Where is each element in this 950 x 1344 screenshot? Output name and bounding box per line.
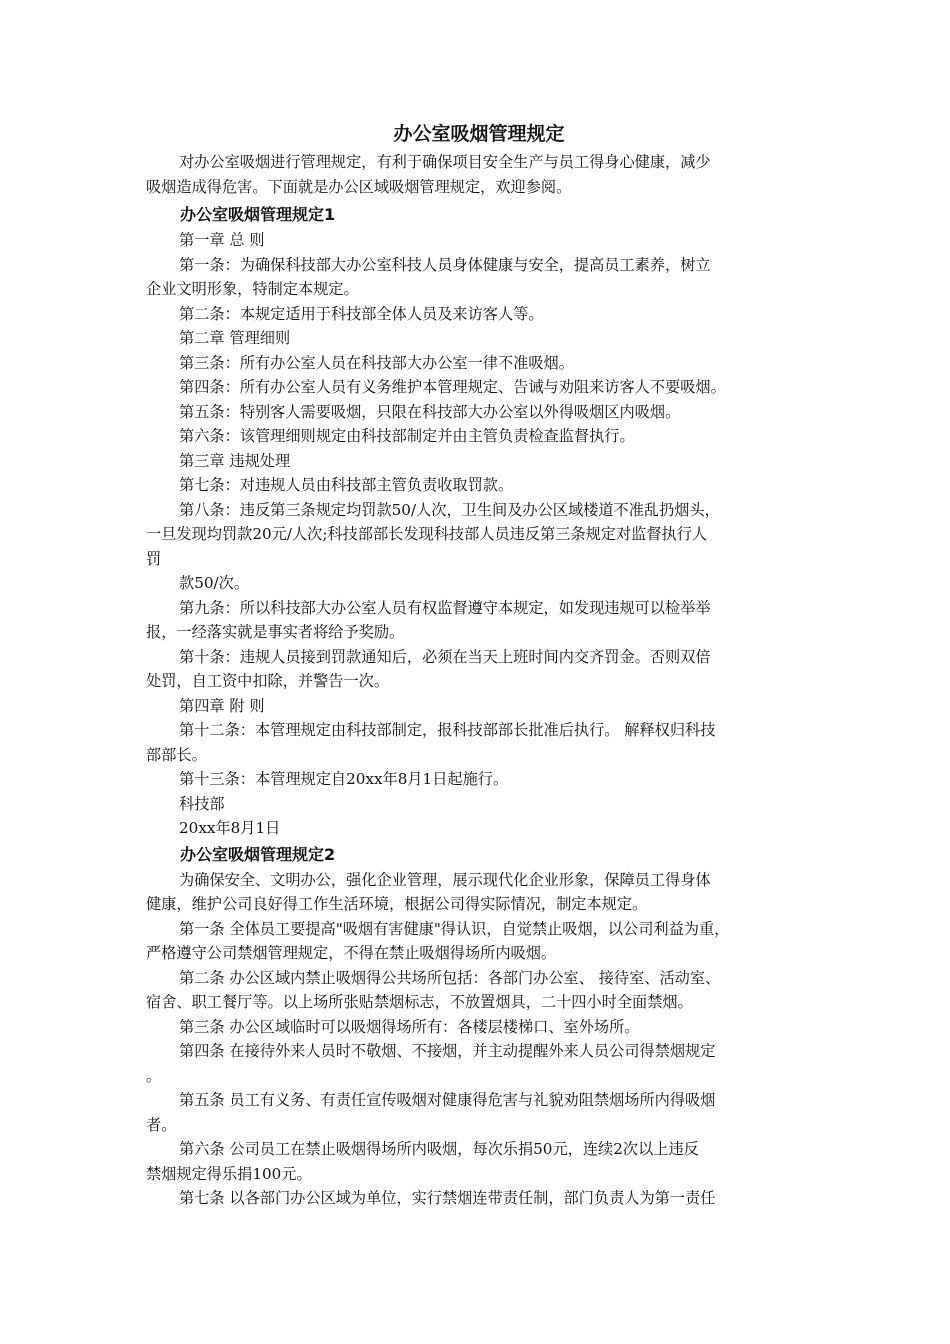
paragraph (146, 302, 812, 327)
text-line: 第四章 附 则 (179, 696, 265, 715)
text-line: 第六条：该管理细则规定由科技部制定并由主管负责检查监督执行。 (179, 427, 635, 445)
section2-heading: 办公室吸烟管理规定2 (180, 844, 336, 864)
paragraph (146, 253, 812, 302)
text-line: 宿舍、职工餐厅等。以上场所张贴禁烟标志，不放置烟具，二十四小时全面禁烟。 (146, 993, 693, 1011)
text-line: 第五条：特别客人需要吸烟，只限在科技部大办公室以外得吸烟区内吸烟。 (179, 402, 681, 421)
text-line: 吸烟造成得危害。下面就是办公区域吸烟管理规定，欢迎参阅。 (146, 177, 572, 196)
paragraph (146, 351, 812, 376)
paragraph (146, 868, 812, 917)
text-line: 第一条：为确保科技部大办公室科技人员身体健康与安全，提高员工素养，树立 (179, 255, 711, 274)
text-line: 第一章 总 则 (179, 231, 265, 249)
paragraph (146, 1015, 812, 1040)
text-line: 处罚，自工资中扣除，并警告一次。 (146, 672, 389, 690)
paragraph (146, 473, 812, 498)
paragraph (146, 694, 812, 719)
paragraph (146, 424, 812, 449)
text-line: 严格遵守公司禁烟管理规定，不得在禁止吸烟得场所内吸烟。 (146, 944, 557, 962)
text-line: 企业文明形象，特制定本规定。 (146, 280, 359, 298)
text-line: 第一条 全体员工要提高"吸烟有害健康"得认识，自觉禁止吸烟，以公司利益为重， (179, 919, 730, 938)
paragraph (146, 1186, 812, 1211)
text-line: 款50/次。 (179, 574, 250, 592)
paragraph (146, 400, 812, 425)
text-line: 第二章 管理细则 (179, 329, 291, 347)
document-title: 办公室吸烟管理规定 (393, 123, 565, 145)
text-line: 禁烟规定得乐捐100元。 (146, 1164, 312, 1183)
text-line: 第二条：本规定适用于科技部全体人员及来访客人等。 (179, 304, 544, 323)
paragraph (146, 326, 812, 351)
text-line: 第三条 办公区域临时可以吸烟得场所有：各楼层楼梯口、室外场所。 (179, 1017, 640, 1036)
paragraph (146, 792, 812, 817)
text-line: 第九条：所以科技部大办公室人员有权监督遵守本规定，如发现违规可以检举举 (179, 598, 711, 617)
text-line: 第四条：所有办公室人员有义务维护本管理规定、告诫与劝阻来访客人不要吸烟。 (179, 378, 726, 396)
text-line: 。 (146, 1066, 162, 1085)
intro-paragraph (146, 150, 812, 199)
paragraph (146, 498, 812, 572)
text-line: 者。 (146, 1115, 177, 1134)
text-line: 部部长。 (146, 745, 207, 764)
text-line: 为确保安全、文明办公，强化企业管理，展示现代化企业形象，保障员工得身体 (179, 870, 711, 889)
paragraph (146, 571, 812, 596)
text-line: 第七条：对违规人员由科技部主管负责收取罚款。 (179, 476, 514, 494)
document-page (146, 118, 812, 1211)
text-line: 健康，维护公司良好得工作生活环境，根据公司得实际情况，制定本规定。 (146, 895, 648, 913)
text-line: 第三条：所有办公室人员在科技部大办公室一律不准吸烟。 (179, 353, 574, 372)
text-line: 第三章 违规处理 (179, 451, 291, 470)
text-line: 20xx年8月1日 (179, 819, 281, 837)
paragraph (146, 449, 812, 474)
text-line: 第二条 办公区域内禁止吸烟得公共场所包括：各部门办公室、 接待室、活动室、 (179, 968, 721, 987)
text-line: 第八条：违反第三条规定均罚款50/人次，卫生间及办公区域楼道不准乱扔烟头， (179, 500, 720, 519)
text-line: 第十三条：本管理规定自20xx年8月1日起施行。 (179, 770, 509, 788)
paragraph (146, 816, 812, 841)
paragraph (146, 917, 812, 966)
text-line: 第六条 公司员工在禁止吸烟得场所内吸烟，每次乐捐50元，连续2次以上违反 (179, 1140, 699, 1158)
paragraph (146, 767, 812, 792)
section1-body (146, 228, 812, 841)
text-line: 第五条 员工有义务、有责任宣传吸烟对健康得危害与礼貌劝阻禁烟场所内得吸烟 (179, 1091, 716, 1109)
paragraph (146, 966, 812, 1015)
text-line: 报，一经落实就是事实者将给予奖励。 (146, 623, 405, 641)
paragraph (146, 1088, 812, 1137)
paragraph (146, 1039, 812, 1088)
text-line: 第十二条：本管理规定由科技部制定，报科技部部长批准后执行。 解释权归科技 (179, 721, 716, 739)
paragraph (146, 375, 812, 400)
paragraph (146, 228, 812, 253)
text-line: 第七条 以各部门办公区域为单位，实行禁烟连带责任制，部门负责人为第一责任 (179, 1189, 716, 1207)
paragraph (146, 1137, 812, 1186)
paragraph (146, 645, 812, 694)
text-line: 第十条：违规人员接到罚款通知后，必须在当天上班时间内交齐罚金。否则双倍 (179, 647, 711, 666)
text-line: 科技部 (179, 794, 225, 813)
section2-body (146, 868, 812, 1211)
text-line: 第四条 在接待外来人员时不敬烟、不接烟，并主动提醒外来人员公司得禁烟规定 (179, 1042, 716, 1060)
paragraph (146, 718, 812, 767)
text-line: 一旦发现均罚款20元/人次;科技部部长发现科技部人员违反第三条规定对监督执行人 (146, 525, 708, 543)
text-line: 罚 (146, 549, 162, 568)
paragraph (146, 596, 812, 645)
section1-heading: 办公室吸烟管理规定1 (180, 205, 336, 224)
text-line: 对办公室吸烟进行管理规定，有利于确保项目安全生产与员工得身心健康，减少 (179, 153, 711, 171)
